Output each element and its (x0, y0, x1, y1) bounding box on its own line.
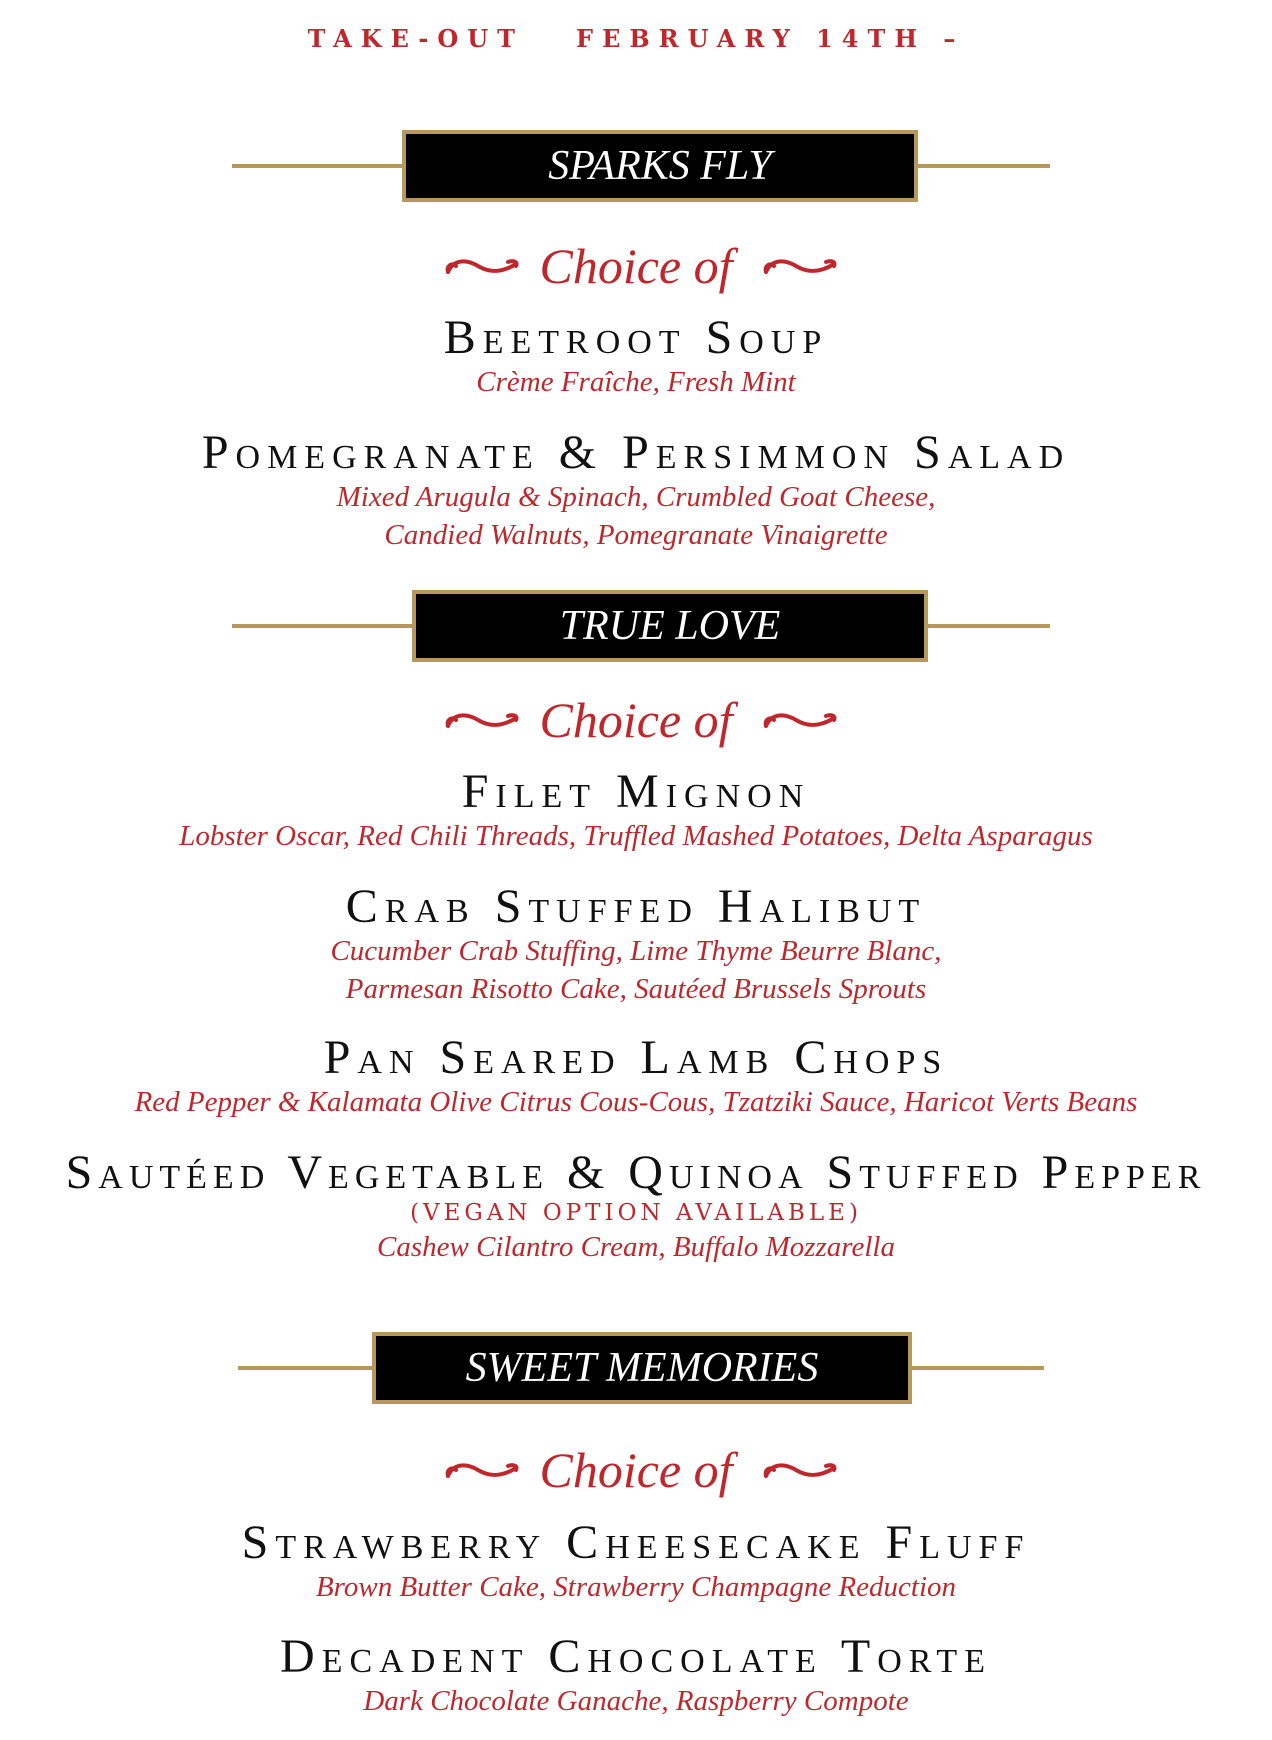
choice-of-heading (0, 1442, 1272, 1502)
dish-desc: Red Pepper & Kalamata Olive Citrus Cous-Cous, Tzatziki Sauce, Haricot Verts Beans (134, 1086, 1138, 1118)
dish-desc: Cashew Cilantro Cream, Buffalo Mozzarella (377, 1231, 895, 1263)
banner-rule-left (232, 624, 414, 628)
section-title: TRUE LOVE (412, 590, 928, 662)
flourish-icon (762, 252, 838, 282)
dish-desc: Parmesan Risotto Cake, Sautéed Brussels Sprouts (345, 973, 927, 1005)
dish-name: Decadent Chocolate Torte (280, 1630, 992, 1683)
choice-of-label: Choice of (539, 1442, 733, 1498)
dish-name: Beetroot Soup (443, 311, 829, 364)
banner-rule-right (910, 1366, 1044, 1370)
dish-name: Sautéed Vegetable & Quinoa Stuffed Pepper (65, 1146, 1207, 1199)
menu-item (0, 428, 1272, 554)
menu-item (0, 313, 1272, 401)
dish-desc: Mixed Arugula & Spinach, Crumbled Goat Cheese, (336, 481, 936, 513)
vegan-note: (VEGAN OPTION AVAILABLE) (410, 1200, 862, 1226)
dish-name: Strawberry Cheesecake Fluff (241, 1516, 1031, 1569)
choice-of-label: Choice of (539, 238, 733, 294)
menu-item (0, 1632, 1272, 1720)
choice-of-heading (0, 238, 1272, 298)
section-banner-sparks-fly (0, 130, 1272, 202)
flourish-icon (762, 706, 838, 736)
choice-of-heading (0, 692, 1272, 752)
flourish-icon (762, 1456, 838, 1486)
menu-item (0, 1518, 1272, 1606)
header-date: FEBRUARY 14TH – (576, 24, 965, 53)
dish-name: Filet Mignon (461, 765, 811, 818)
menu-header (0, 24, 1272, 53)
banner-rule-right (926, 624, 1050, 628)
dish-name: Pomegranate & Persimmon Salad (201, 426, 1071, 479)
dish-desc: Dark Chocolate Ganache, Raspberry Compote (363, 1685, 909, 1717)
dish-desc: Crème Fraîche, Fresh Mint (476, 366, 796, 398)
banner-rule-left (232, 164, 404, 168)
dish-desc: Brown Butter Cake, Strawberry Champagne Reduction (315, 1571, 957, 1603)
dish-name: Crab Stuffed Halibut (345, 880, 927, 933)
banner-rule-right (916, 164, 1050, 168)
section-banner-sweet-memories (0, 1332, 1272, 1404)
choice-of-label: Choice of (539, 692, 733, 748)
section-banner-true-love (0, 590, 1272, 662)
menu-item (0, 1148, 1272, 1266)
dish-name: Pan Seared Lamb Chops (323, 1031, 949, 1084)
menu-item (0, 767, 1272, 855)
banner-rule-left (238, 1366, 374, 1370)
section-title: SWEET MEMORIES (372, 1332, 912, 1404)
section-title: SPARKS FLY (402, 130, 918, 202)
dish-desc: Cucumber Crab Stuffing, Lime Thyme Beurre Blanc, (330, 935, 942, 967)
menu-item (0, 882, 1272, 1008)
dish-desc: Lobster Oscar, Red Chili Threads, Truffled Mashed Potatoes, Delta Asparagus (179, 820, 1093, 852)
header-takeout: TAKE-OUT (307, 24, 525, 53)
menu-item (0, 1033, 1272, 1121)
dish-desc: Candied Walnuts, Pomegranate Vinaigrette (384, 519, 888, 551)
